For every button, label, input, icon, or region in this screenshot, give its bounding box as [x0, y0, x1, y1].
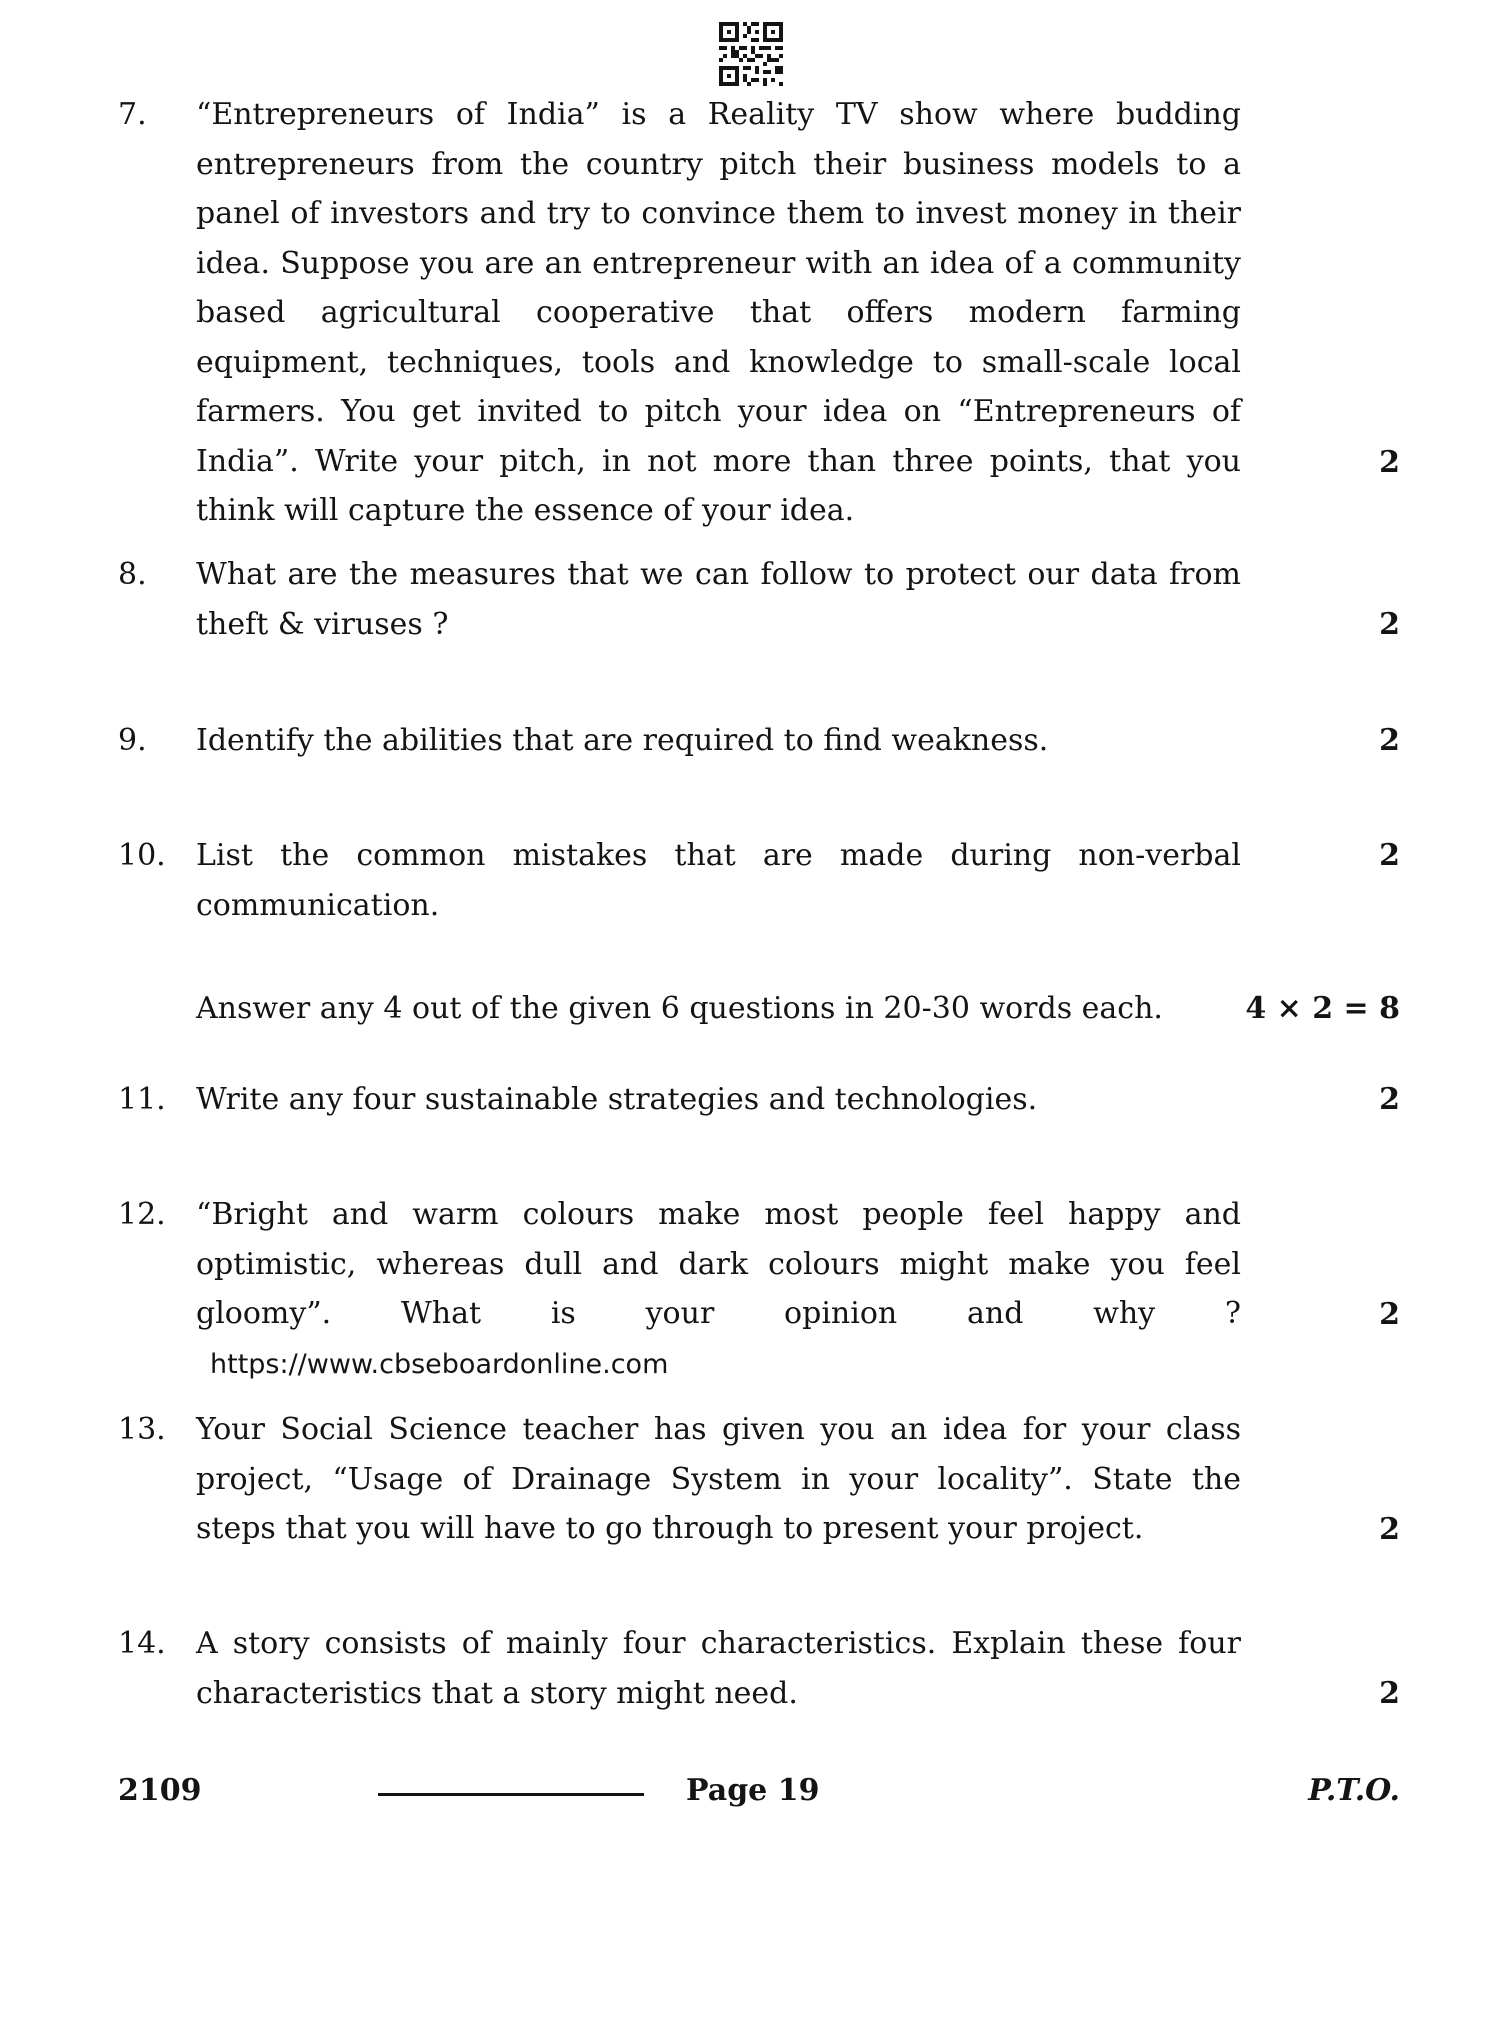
question-text: What are the measures that we can follow to protect our data from theft & viruses ?: [196, 557, 1241, 642]
page-number: Page 19: [686, 1773, 820, 1808]
question-number: 8.: [118, 557, 147, 592]
question-text: A story consists of mainly four characteristics. Explain these four characteristics that a story might need.: [196, 1626, 1241, 1711]
please-turn-over: P.T.O.: [1308, 1773, 1400, 1808]
question-number: 13.: [118, 1412, 166, 1447]
question-11: [118, 1075, 1400, 1125]
question-marks: 2: [1379, 607, 1400, 642]
question-text: [196, 1190, 1241, 1389]
section-instruction: [196, 984, 1400, 1034]
question-marks: 2: [1379, 445, 1400, 480]
question-number: 11.: [118, 1082, 166, 1117]
question-text: Identify the abilities that are required to find weakness.: [196, 723, 1049, 758]
footer-divider: [378, 1793, 644, 1796]
question-number: 7.: [118, 97, 147, 132]
question-marks: 2: [1379, 838, 1400, 873]
question-marks: 2: [1379, 1512, 1400, 1547]
question-8: [118, 550, 1400, 650]
section-instruction-text: Answer any 4 out of the given 6 questions in 20-30 words each.: [196, 991, 1163, 1026]
question-marks: 2: [1379, 1297, 1400, 1332]
question-number: 14.: [118, 1626, 166, 1661]
paper-code: 2109: [118, 1773, 202, 1808]
question-12: [118, 1190, 1400, 1380]
question-number: 9.: [118, 723, 147, 758]
qr-code: [719, 22, 783, 86]
question-text: “Entrepreneurs of India” is a Reality TV show where budding entrepreneurs from the country pitch their business models to a panel of investors and try to convince them to invest money in their idea. Suppose you are an entrepreneur with an idea of a community based agricultural cooperative that offers modern farming equipment, techniques, tools and knowledge to small-scale local farmers. You get invited to pitch your idea on “Entrepreneurs of India”. Write your pitch, in not more than three points, that you think will capture the essence of your idea.: [196, 97, 1241, 528]
question-10: [118, 831, 1400, 923]
question-13: [118, 1405, 1400, 1555]
question-number: 12.: [118, 1197, 166, 1232]
question-7: [118, 90, 1400, 528]
source-url: https://www.cbseboardonline.com: [210, 1348, 669, 1380]
question-number: 10.: [118, 838, 166, 873]
question-text: Write any four sustainable strategies and technologies.: [196, 1082, 1038, 1117]
section-marks-formula: 4 × 2 = 8: [1245, 991, 1400, 1026]
question-marks: 2: [1379, 1082, 1400, 1117]
question-text: List the common mistakes that are made during non-verbal communication.: [196, 838, 1241, 923]
question-marks: 2: [1379, 723, 1400, 758]
question-text: Your Social Science teacher has given you an idea for your class project, “Usage of Drainage System in your locality”. State the steps that you will have to go through to present your project.: [196, 1412, 1241, 1546]
question-marks: 2: [1379, 1676, 1400, 1711]
page-footer: [118, 1766, 1400, 1816]
question-9: [118, 716, 1400, 766]
question-14: [118, 1619, 1400, 1719]
question-text-body: “Bright and warm colours make most people feel happy and optimistic, whereas dull and dark colours might make you feel gloomy”. What is your opinion and why ?: [196, 1197, 1241, 1331]
